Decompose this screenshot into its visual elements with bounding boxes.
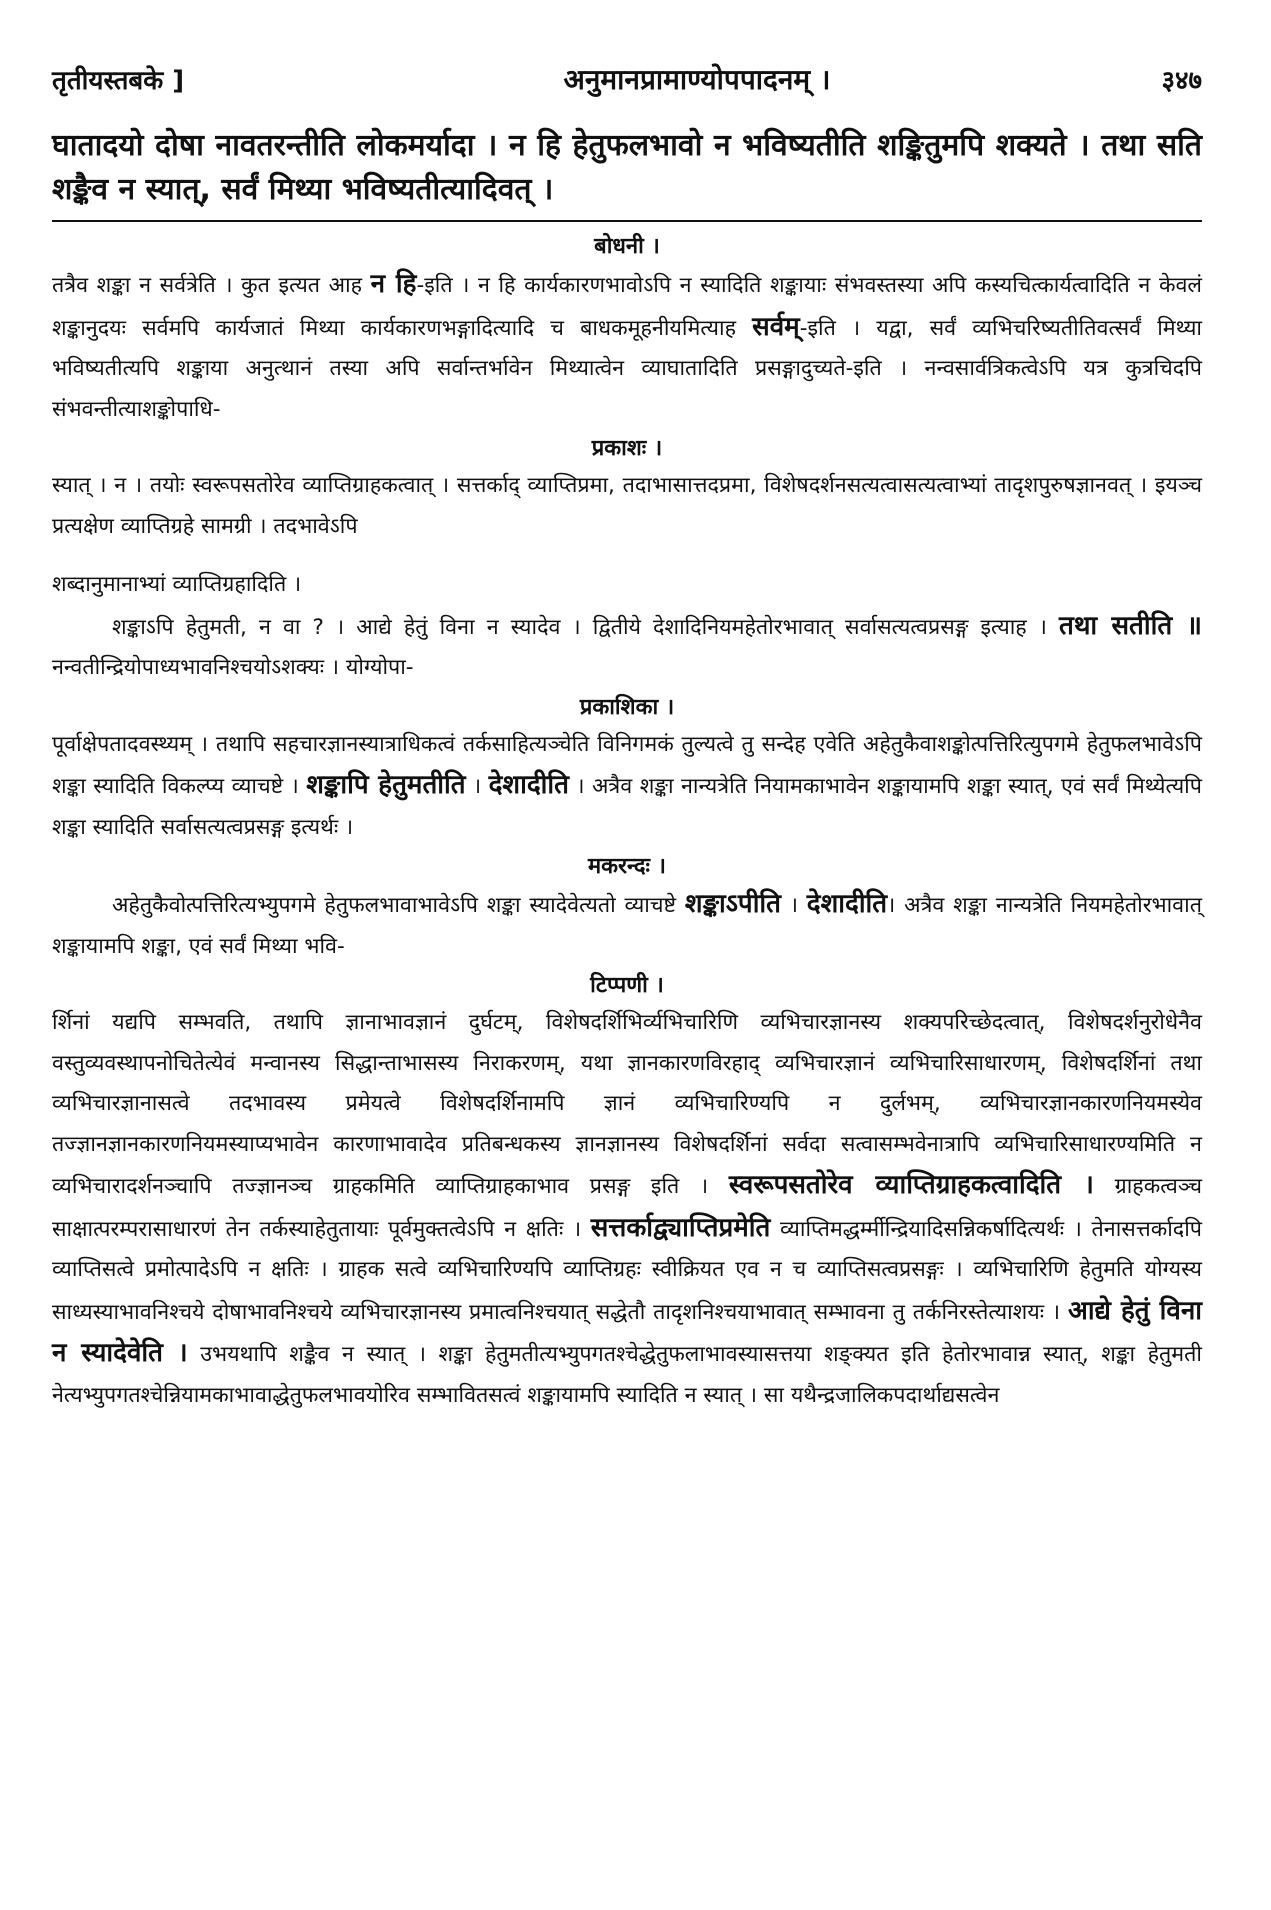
prakasha-commentary-1: स्यात् । न । तयोः स्वरूपसतोरेव व्याप्तिग्राहकत्वात् । सत्तर्काद् व्याप्तिप्रमा, तदाभासात्तदप्रमा, विशेषदर्शनसत्यत्वासत्यत्वाभ्यां तादृशपुरुषज्ञानवत् । इयञ्च प्रत्यक्षेण व्याप्तिग्रहे सामग्री । तदभावेऽपि bbox=[52, 473, 1202, 539]
prakashika-bold-2: देशादीति bbox=[488, 770, 569, 800]
tippani-title: टिप्पणी । bbox=[590, 973, 664, 998]
prakasha-commentary-3 bbox=[52, 606, 1202, 689]
prakasha-text-4: नन्वतीन्द्रियोपाध्यभावनिश्चयोऽशक्यः । योग्योपा- bbox=[52, 655, 414, 680]
book-page bbox=[52, 60, 1202, 1416]
bodhani-text-3: -इति । यद्वा, सर्वं व्यभिचरिष्यतीतिवत्सर्वं मिथ्या भविष्यतीत्यपि शङ्काया अनुत्थानं तस्या अपि सर्वान्तर्भावेन मिथ्यात्वेन व्याघातादिति प्रसङ्गादुच्यते-इति । नन्वसार्वत्रिकत्वेऽपि यत्र कुत्रचिदपि संभवन्तीत्याशङ्कोपाधि- bbox=[52, 315, 1202, 422]
bodhani-text-2: -इति । न हि कार्यकारणभावोऽपि न स्यादिति शङ्कायाः संभवस्तस्या अपि कस्यचित्कार्यत्वादिति न केवलं शङ्कानुदयः सर्वमपि कार्यजातं मिथ्या कार्यकारणभङ्गादित्यादि च बाधकमूहनीयमित्याह bbox=[52, 273, 1202, 341]
makaranda-text-2: । bbox=[789, 893, 798, 918]
divider-rule bbox=[52, 220, 1202, 222]
page-heading: अनुमानप्रामाण्योपपादनम् । bbox=[563, 63, 831, 96]
makaranda-text-1: अहेतुकैवोत्पत्तिरित्यभ्युपगमे हेतुफलभावाभावेऽपि शङ्का स्यादेवेत्यतो व्याचष्टे bbox=[112, 893, 677, 918]
tippani-bold-1: स्वरूपसतोरेव व्याप्तिग्राहकत्वादिति । bbox=[728, 1170, 1094, 1200]
tippani-bold-3: आद्ये हेतुं विना न स्यादेवेति । bbox=[52, 1295, 1202, 1368]
bodhani-bold-2: सर्वम् bbox=[752, 311, 800, 342]
root-text: घातादयो दोषा नावतरन्तीति लोकमर्यादा । न हि हेतुफलभावो न भविष्यतीति शङ्कितुमपि शक्यते । तथा सति शङ्कैव न स्यात्, सर्वं मिथ्या भविष्यतीत्यादिवत् । bbox=[52, 128, 1202, 207]
tippani-commentary bbox=[52, 1003, 1202, 1416]
bodhani-text-1: तत्रैव शङ्का न सर्वत्रेति । कुत इत्यत आह bbox=[52, 273, 363, 298]
prakashika-text-1: पूर्वाक्षेपतादवस्थ्यम् । तथापि सहचारज्ञानस्यात्राधिकत्वं तर्कसाहित्यञ्चेति विनिगमकं तुल्यत्वे तु सन्देह एवेति अहेतुकैवाशङ्कोत्पत्तिरित्युपगमे हेतुफलभावेऽपि शङ्का स्यादिति विकल्प्य व्याचष्टे । bbox=[52, 731, 1202, 799]
prakashika-title: प्रकाशिका । bbox=[579, 694, 675, 720]
makaranda-bold-2: देशादीति bbox=[806, 889, 888, 919]
bodhani-bold-1: न हि bbox=[370, 269, 417, 299]
prakasha-commentary-2: शब्दानुमानाभ्यां व्याप्तिग्रहादिति । bbox=[52, 572, 302, 597]
page-number: ३४७ bbox=[1161, 66, 1202, 96]
prakasha-bold-1: तथा सतीति ॥ bbox=[1059, 610, 1203, 641]
prakashika-text-2: । bbox=[473, 774, 482, 799]
running-header bbox=[52, 60, 1202, 106]
makaranda-title: मकरन्दः । bbox=[588, 854, 666, 879]
bodhani-title: बोधनी । bbox=[594, 234, 660, 259]
tippani-text-4: उभयथापि शङ्कैव न स्यात् । शङ्का हेतुमतीत्यभ्युपगतश्चेद्धेतुफलाभावस्यासत्तया शङ्क्यत इति हेतोरभावान्न स्यात्, शङ्का हेतुमती नेत्यभ्युपगतश्चेन्नियामकाभावाद्धेतुफलभावयोरिव सम्भावितसत्वं शङ्कायामपि स्यादिति न स्यात् । सा यथैन्द्रजालिकपदार्थाद्यसत्वेन bbox=[52, 1342, 1202, 1408]
prakasha-title: प्रकाशः । bbox=[591, 436, 663, 461]
tippani-bold-2: सत्तर्काद्व्याप्तिप्रमेति bbox=[590, 1212, 771, 1243]
prakasha-text-3: शङ्काऽपि हेतुमती, न वा ? । आद्ये हेतुं विना न स्यादेव । द्वितीये देशादिनियमहेतोरभावात् सर्वासत्यत्वप्रसङ्ग इत्याह । bbox=[112, 614, 1047, 640]
spacer bbox=[52, 547, 1202, 565]
tippani-text-3: व्याप्तिमद्धर्म्मीन्द्रियादिसन्निकर्षादित्यर्थः । तेनासत्तर्कादपि व्याप्तिसत्वे प्रमोत्पादेऽपि न क्षतिः । ग्राहक सत्वे व्यभिचारिण्यपि व्याप्तिग्रहः स्वीक्रियत एव न च व्याप्तिसत्वप्रसङ्गः । व्यभिचारिणि हेतुमति योग्यस्य साध्यस्याभावनिश्चये दोषाभावनिश्चये व्यभिचारज्ञानस्य प्रमात्वनिश्चयात् सद्धेतौ तादृशनिश्चयाभावात् सम्भावना तु तर्कनिरस्तेत्याशयः । bbox=[52, 1216, 1202, 1325]
chapter-label: तृतीयस्तबके ] bbox=[52, 66, 185, 96]
makaranda-text-3: । अत्रैव शङ्का नान्यत्रेति नियमहेतोरभावात् शङ्कायामपि शङ्का, एवं सर्वं मिथ्या भवि- bbox=[52, 893, 1202, 959]
bodhani-commentary bbox=[52, 264, 1202, 430]
makaranda-bold-1: शङ्काऽपीति bbox=[684, 889, 781, 919]
makaranda-commentary bbox=[52, 884, 1202, 967]
prakashika-bold-1: शङ्कापि हेतुमतीति bbox=[306, 770, 466, 800]
tippani-text-2: ग्राहकत्वञ्च साक्षात्परम्परासाधारणं तेन तर्कस्याहेतुतायाः पूर्वमुक्तत्वेऽपि न क्षतिः । bbox=[52, 1174, 1202, 1242]
prakashika-commentary bbox=[52, 725, 1202, 849]
prakashika-text-3: । अत्रैव शङ्का नान्यत्रेति नियामकाभावेन शङ्कायामपि शङ्का स्यात्, एवं सर्वं मिथ्येत्यपि शङ्का स्यादिति सर्वासत्यत्वप्रसङ्ग इत्यर्थः । bbox=[52, 774, 1202, 840]
tippani-text-1: र्शिनां यद्यपि सम्भवति, तथापि ज्ञानाभावज्ञानं दुर्घटम्, विशेषदर्शिभिर्व्यभिचारिणि व्यभिचारज्ञानस्य शक्यपरिच्छेदत्वात्, विशेषदर्शनुरोधेनैव वस्तुव्यवस्थापनोचितेत्येवं मन्वानस्य सिद्धान्ताभासस्य निराकरणम्, यथा ज्ञानकारणविरहाद् व्यभिचारज्ञानं व्यभिचारिसाधारणम्, विशेषदर्शिनां तथा व्यभिचारज्ञानासत्वे तदभावस्य प्रमेयत्वे विशेषदर्शिनामपि ज्ञानं व्यभिचारिण्यपि न दुर्लभम्, व्यभिचारज्ञानकारणनियमस्येव तज्ज्ञानज्ञानकारणनियमस्याप्यभावेन कारणाभावादेव प्रतिबन्धकस्य ज्ञानज्ञानस्य विशेषदर्शिनां सर्वदा सत्वासम्भवेनात्रापि व्यभिचारिसाधारण्यमिति न व्यभिचारादर्शनञ्चापि तज्ज्ञानञ्च ग्राहकमिति व्याप्तिग्राहकाभाव प्रसङ्ग इति । bbox=[52, 1010, 1202, 1199]
